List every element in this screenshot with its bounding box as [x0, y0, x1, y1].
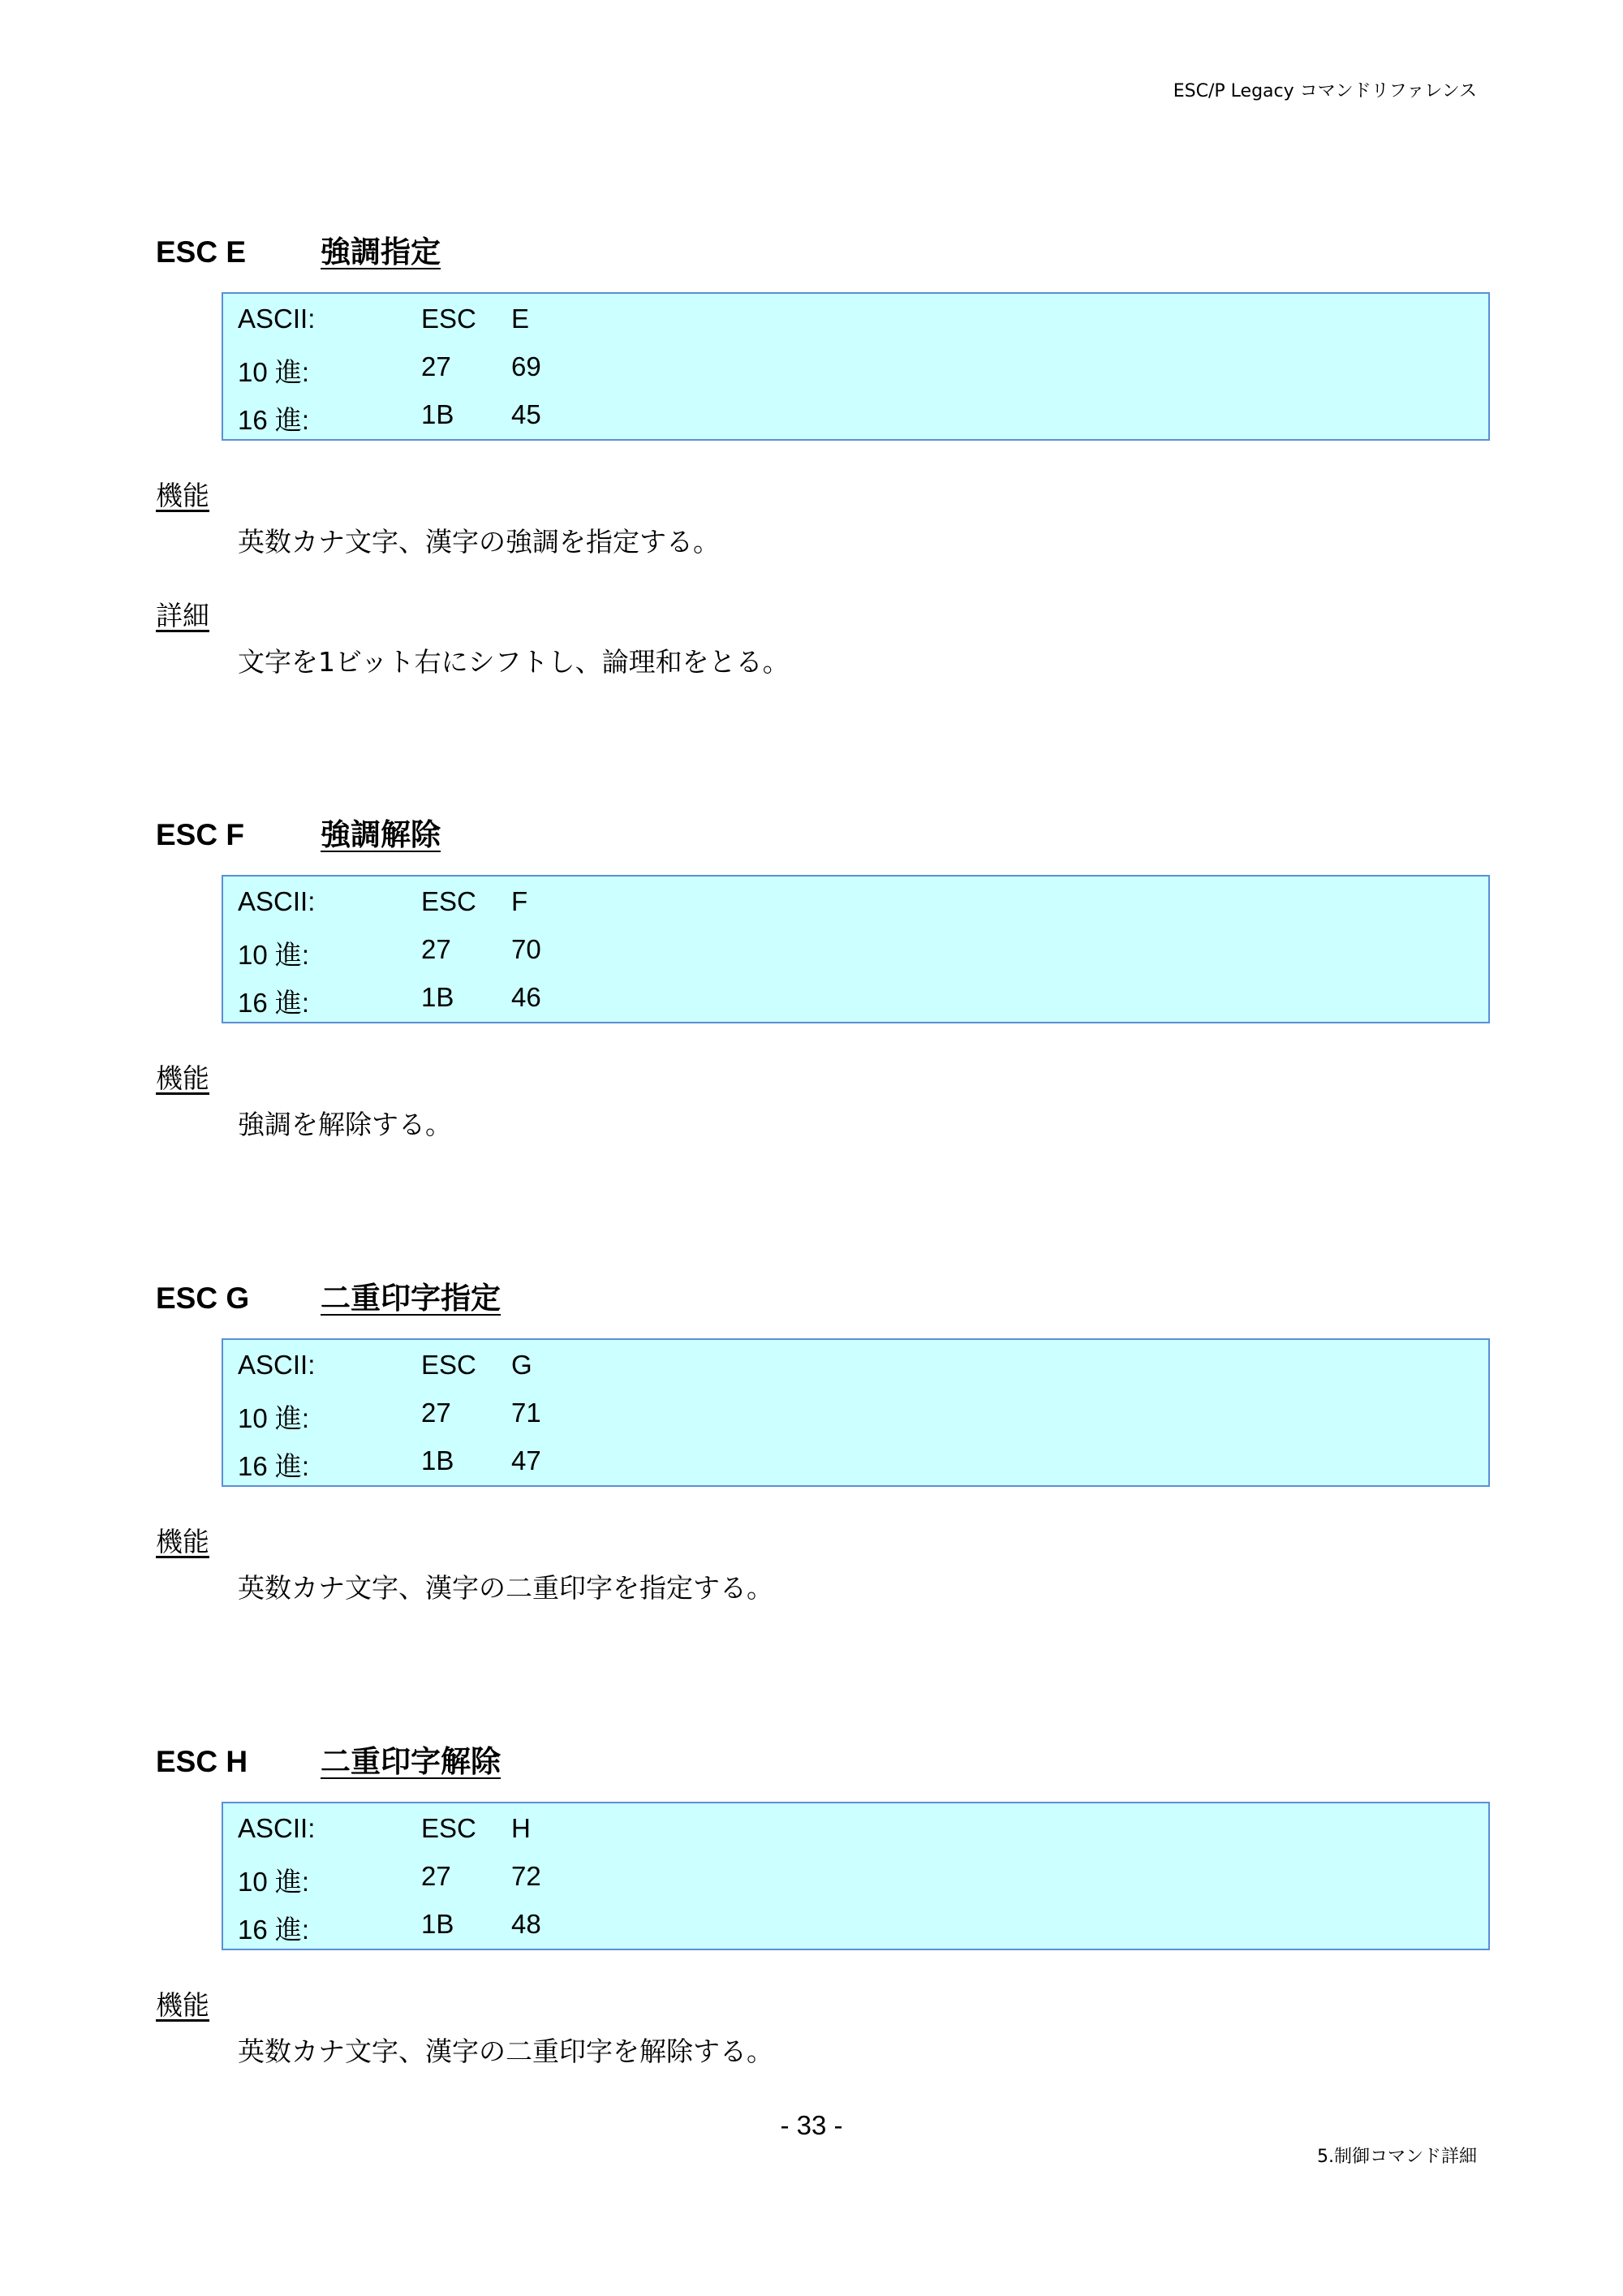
code-value-2: 72 — [511, 1861, 541, 1891]
command-name: ESC E — [156, 235, 247, 269]
code-value-1: ESC — [421, 886, 476, 916]
code-value-1: 1B — [421, 399, 454, 429]
command-name: ESC G — [156, 1282, 250, 1315]
code-label: 16 進: — [238, 1451, 310, 1481]
page-number: - 33 - — [780, 2110, 843, 2140]
code-value-1: 27 — [421, 351, 451, 381]
code-table — [222, 1802, 1490, 1950]
code-value-1: ESC — [421, 1813, 476, 1843]
code-label: ASCII: — [238, 886, 316, 916]
code-table — [222, 875, 1490, 1023]
code-value-2: 46 — [511, 982, 541, 1012]
command-name: ESC F — [156, 818, 244, 851]
function-text: 英数カナ文字、漢字の二重印字を指定する。 — [238, 1572, 773, 1604]
code-value-1: ESC — [421, 304, 476, 334]
function-label: 機能 — [156, 480, 209, 511]
section-title — [156, 810, 441, 854]
detail-text: 文字を1ビット右にシフトし、論理和をとる。 — [238, 646, 790, 678]
function-label: 機能 — [156, 1062, 209, 1094]
function-text: 強調を解除する。 — [238, 1109, 452, 1140]
code-value-2: 70 — [511, 934, 541, 964]
code-label: ASCII: — [238, 304, 316, 334]
code-label: 16 進: — [238, 1915, 310, 1945]
section-title — [156, 1273, 501, 1317]
code-value-2: E — [511, 304, 530, 334]
command-description: 二重印字解除 — [321, 1745, 501, 1778]
command-name: ESC H — [156, 1745, 248, 1778]
detail-label: 詳細 — [156, 600, 209, 631]
running-header: ESC/P Legacy コマンドリファレンス — [1173, 81, 1477, 101]
code-label: 10 進: — [238, 940, 310, 970]
code-value-2: 69 — [511, 351, 541, 381]
function-text: 英数カナ文字、漢字の二重印字を解除する。 — [238, 2035, 773, 2067]
code-label: 10 進: — [238, 1403, 310, 1433]
code-value-2: H — [511, 1813, 531, 1843]
code-label: ASCII: — [238, 1813, 316, 1843]
chapter-footer: 5.制御コマンド詳細 — [1317, 2147, 1477, 2167]
code-value-1: 1B — [421, 1445, 454, 1475]
code-label: 16 進: — [238, 988, 310, 1018]
section-title — [156, 1737, 501, 1781]
code-table — [222, 292, 1490, 441]
section-title — [156, 227, 441, 271]
code-value-2: 48 — [511, 1909, 541, 1939]
code-value-1: 27 — [421, 934, 451, 964]
command-description: 強調解除 — [321, 818, 441, 851]
code-value-2: G — [511, 1350, 532, 1380]
code-table — [222, 1338, 1490, 1487]
code-label: 10 進: — [238, 1867, 310, 1897]
code-value-1: 1B — [421, 1909, 454, 1939]
code-value-1: 27 — [421, 1861, 451, 1891]
code-value-1: 1B — [421, 982, 454, 1012]
code-label: ASCII: — [238, 1350, 316, 1380]
function-text: 英数カナ文字、漢字の強調を指定する。 — [238, 526, 720, 558]
code-label: 16 進: — [238, 405, 310, 435]
function-label: 機能 — [156, 1526, 209, 1557]
code-label: 10 進: — [238, 357, 310, 387]
code-value-2: 45 — [511, 399, 541, 429]
code-value-1: 27 — [421, 1398, 451, 1428]
code-value-2: F — [511, 886, 528, 916]
code-value-2: 47 — [511, 1445, 541, 1475]
command-description: 強調指定 — [321, 235, 441, 269]
command-description: 二重印字指定 — [321, 1282, 501, 1315]
function-label: 機能 — [156, 1989, 209, 2021]
code-value-1: ESC — [421, 1350, 476, 1380]
code-value-2: 71 — [511, 1398, 541, 1428]
